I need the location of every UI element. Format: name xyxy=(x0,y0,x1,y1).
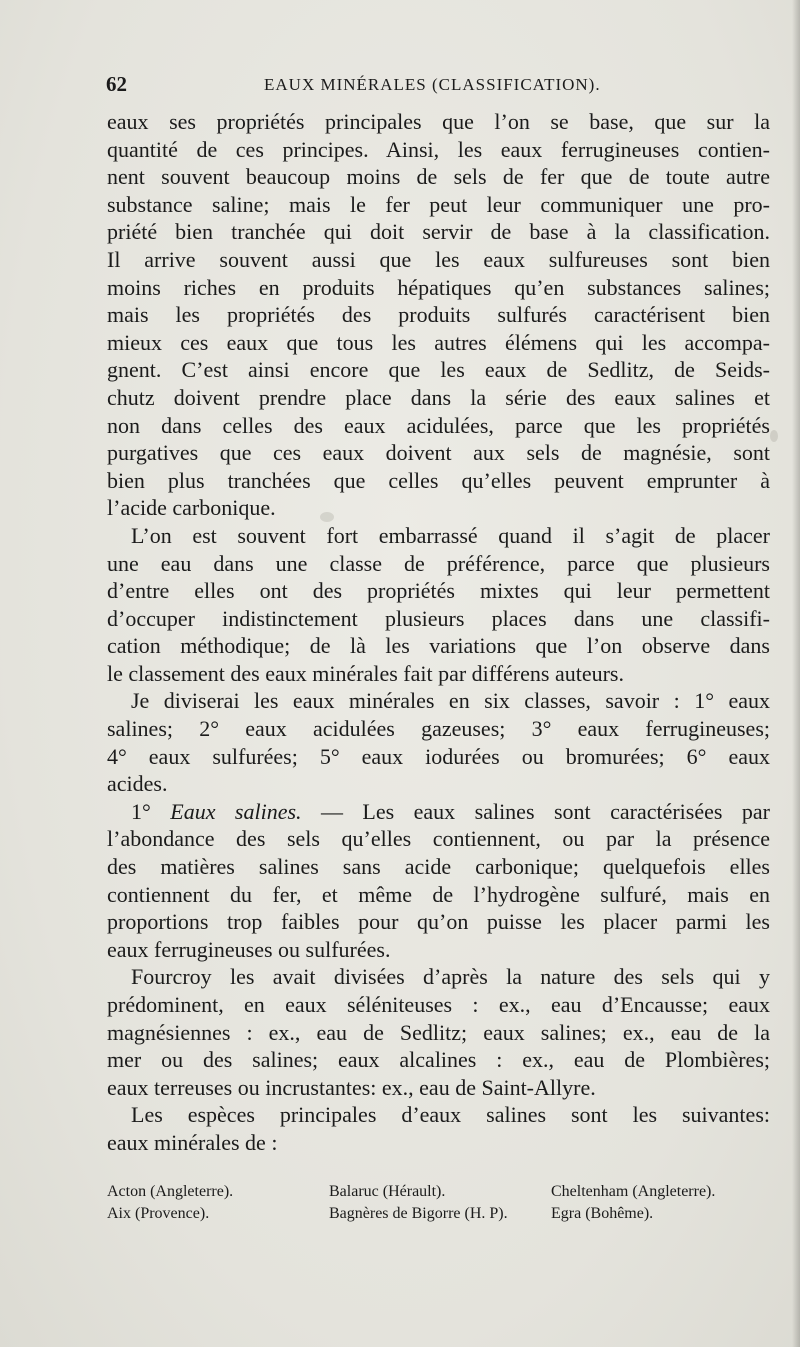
text-line: L’on est souvent fort embarrassé quand il s’agit de placer xyxy=(131,522,770,548)
paragraph xyxy=(107,963,770,1101)
text-line: priété bien tranchée qui doit servir de base à la classification. xyxy=(107,219,770,245)
text-line: d’entre elles ont des propriétés mixtes qui leur permettent xyxy=(107,578,770,604)
list-entry: Balaruc (Hérault). xyxy=(329,1183,446,1200)
text-line: eaux ferrugineuses ou sulfurées. xyxy=(107,936,391,962)
text-line: purgatives que ces eaux doivent aux sels de magnésie, sont xyxy=(107,440,770,466)
text-line: l’acide carbonique. xyxy=(107,495,276,521)
text-line: non dans celles des eaux acidulées, parce que les propriétés xyxy=(107,412,770,438)
text-line: Il arrive souvent aussi que les eaux sulfureuses sont bien xyxy=(107,246,770,272)
body-text xyxy=(107,108,770,1157)
text-line: cation méthodique; de là les variations que l’on observe dans xyxy=(107,633,770,659)
text-line: Les espèces principales d’eaux salines sont les suivantes: xyxy=(131,1102,770,1128)
paragraph xyxy=(107,687,770,797)
paper-stain xyxy=(770,430,778,442)
text-line: une eau dans une classe de préférence, parce que plusieurs xyxy=(107,550,770,576)
paragraph xyxy=(107,798,770,964)
list-entry: Cheltenham (Angleterre). xyxy=(551,1183,716,1200)
text-line: 4° eaux sulfurées; 5° eaux iodurées ou bromurées; 6° eaux xyxy=(107,743,770,769)
running-head-paren: (CLASSIFICATION). xyxy=(432,75,601,94)
list-entry: Aix (Provence). xyxy=(107,1205,210,1222)
paragraph xyxy=(107,1101,770,1156)
text-line: d’occuper indistinctement plusieurs places dans une classifi- xyxy=(107,605,770,631)
text-line: eaux ses propriétés principales que l’on se base, que sur la xyxy=(107,109,770,134)
mineral-waters-list xyxy=(107,1181,767,1225)
list-entry: Bagnères de Bigorre (H. P). xyxy=(329,1205,508,1222)
text-run: — Les eaux salines sont caractérisées par xyxy=(301,798,770,824)
text-line xyxy=(107,798,770,826)
text-line: eaux terreuses ou incrustantes: ex., eau de Saint-Allyre. xyxy=(107,1074,596,1100)
paragraph xyxy=(107,108,770,522)
text-line: mer ou des salines; eaux alcalines : ex., eau de Plombières; xyxy=(107,1047,770,1073)
running-head-main: EAUX MINÉRALES xyxy=(264,75,427,94)
text-line: quantité de ces principes. Ainsi, les eaux ferrugineuses contien- xyxy=(107,136,770,162)
text-line: salines; 2° eaux acidulées gazeuses; 3° eaux ferrugineuses; xyxy=(107,716,770,742)
text-line: substance saline; mais le fer peut leur communiquer une pro- xyxy=(107,191,770,217)
text-run: 1° xyxy=(131,798,171,824)
text-line: bien plus tranchées que celles qu’elles peuvent emprunter à xyxy=(107,467,770,493)
paragraph xyxy=(107,522,770,688)
text-line: le classement des eaux minérales fait par différens auteurs. xyxy=(107,660,624,686)
section-heading-italic: Eaux salines. xyxy=(170,798,302,824)
text-line: chutz doivent prendre place dans la série des eaux salines et xyxy=(107,384,770,410)
list-row xyxy=(107,1203,767,1225)
page-header xyxy=(106,72,768,102)
text-line: contiennent du fer, et même de l’hydrogène sulfuré, mais en xyxy=(107,881,770,907)
text-line: Fourcroy les avait divisées d’après la nature des sels qui y xyxy=(131,964,770,990)
running-head xyxy=(264,75,601,95)
text-line: mais les propriétés des produits sulfurés caractérisent bien xyxy=(107,302,770,328)
text-line: gnent. C’est ainsi encore que les eaux de Sedlitz, de Seids- xyxy=(107,357,770,383)
text-line: prédominent, en eaux séléniteuses : ex., eau d’Encausse; eaux xyxy=(107,992,770,1017)
text-line: moins riches en produits hépatiques qu’en substances salines; xyxy=(107,274,770,300)
text-line: Je diviserai les eaux minérales en six classes, savoir : 1° eaux xyxy=(131,688,770,714)
text-line: acides. xyxy=(107,771,168,797)
page-edge-shadow xyxy=(792,0,800,1347)
text-line: proportions trop faibles pour qu’on puisse les placer parmi les xyxy=(107,909,770,935)
text-line: l’abondance des sels qu’elles contiennent, ou par la présence xyxy=(107,826,770,852)
list-row xyxy=(107,1181,767,1203)
list-entry: Egra (Bohême). xyxy=(551,1205,654,1222)
page-number: 62 xyxy=(106,72,127,96)
text-line: magnésiennes : ex., eau de Sedlitz; eaux salines; ex., eau de la xyxy=(107,1019,770,1045)
text-line: nent souvent beaucoup moins de sels de fer que de toute autre xyxy=(107,164,770,190)
list-entry: Acton (Angleterre). xyxy=(107,1183,234,1200)
text-line: mieux ces eaux que tous les autres élémens qui les accompa- xyxy=(107,329,770,355)
text-line: eaux minérales de : xyxy=(107,1129,278,1155)
text-line: des matières salines sans acide carbonique; quelquefois elles xyxy=(107,854,770,880)
